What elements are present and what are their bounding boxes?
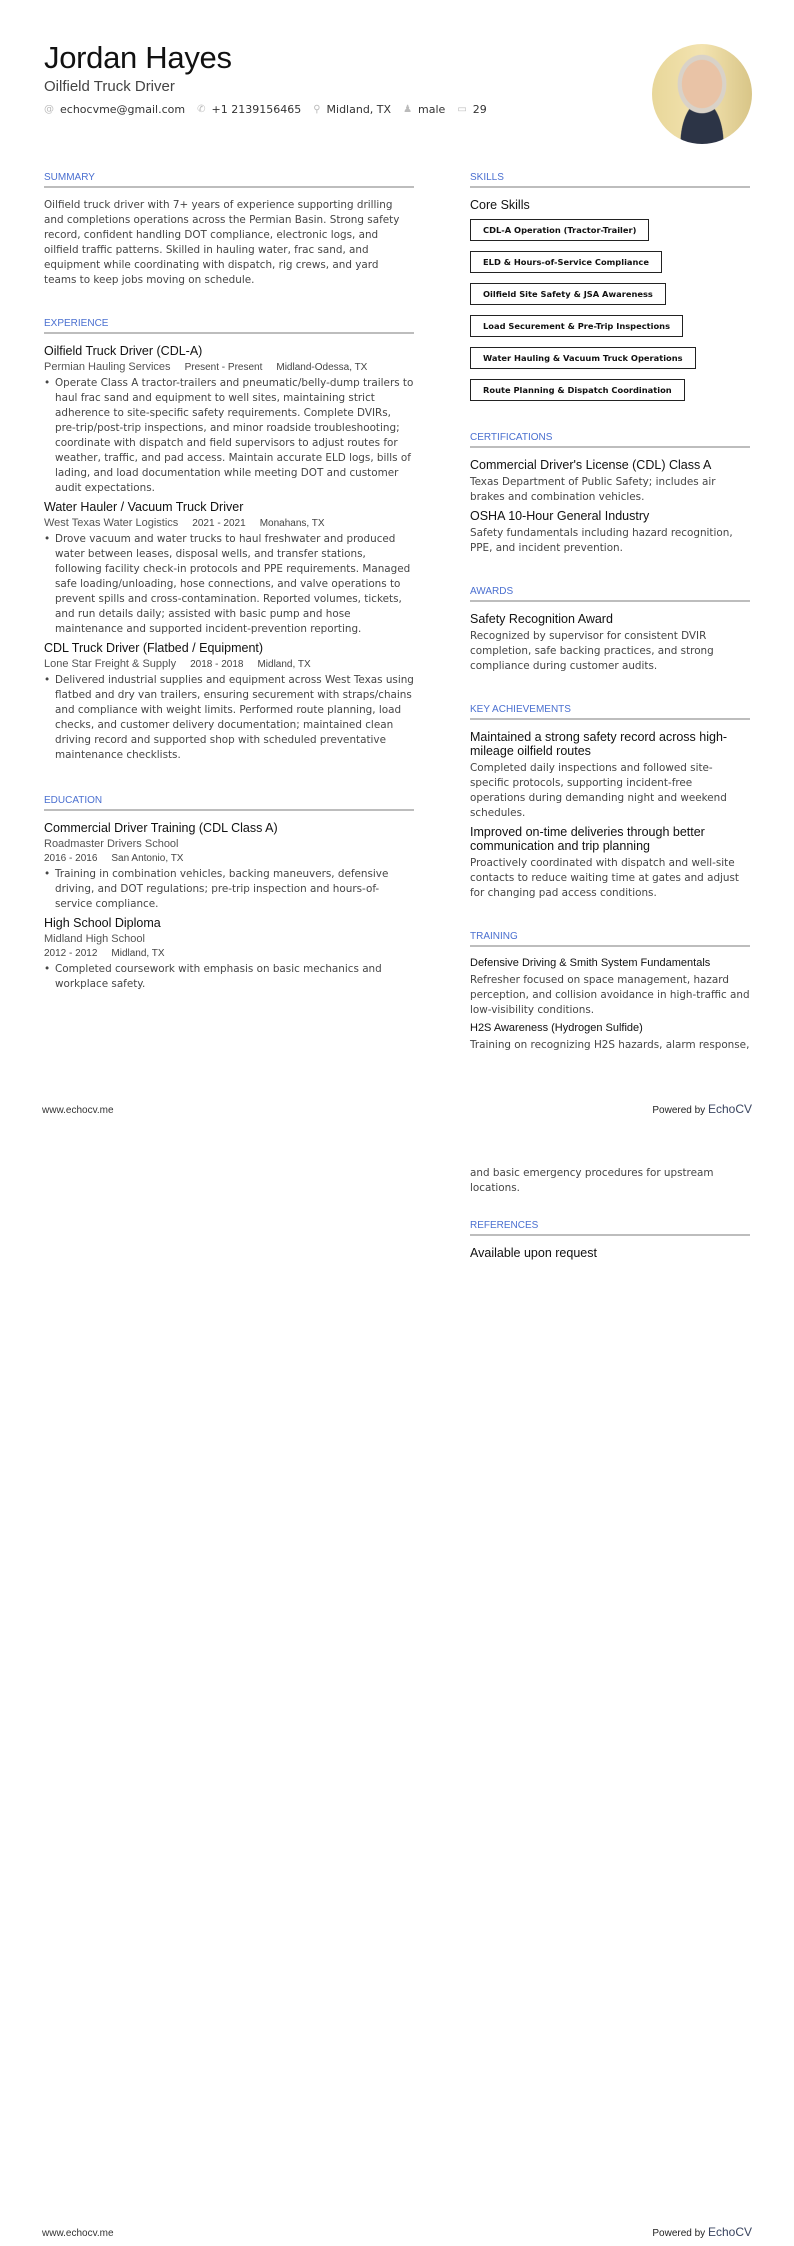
experience-item bbox=[44, 344, 414, 496]
award-text: Recognized by supervisor for consistent DVIR completion, safe backing practices, and strong compliance during customer audits. bbox=[470, 630, 714, 672]
company: Permian Hauling Services bbox=[44, 361, 171, 373]
company: West Texas Water Logistics bbox=[44, 517, 179, 529]
skill-chip: Load Securement & Pre-Trip Inspections bbox=[470, 315, 683, 337]
dates: 2021 - 2021 bbox=[192, 518, 246, 529]
certifications-section bbox=[470, 432, 750, 556]
cert-text: Safety fundamentals including hazard recognition, PPE, and incident prevention. bbox=[470, 527, 733, 554]
education-item bbox=[44, 916, 414, 992]
awards-section bbox=[470, 586, 750, 674]
brand-logo: EchoCV bbox=[707, 2225, 752, 2239]
section-heading: EXPERIENCE bbox=[44, 318, 414, 334]
training-text: Training on recognizing H2S hazards, alarm response, bbox=[470, 1039, 750, 1051]
bullet: • Operate Class A tractor-trailers and pneumatic/belly-dump trailers to haul frac sand and equipment to well sites, maintaining strict adherence to site-specific safety requirements. Complete DVIRs, pre-trip/post-trip inspections, and minor roadside troubleshooting; coordinate with dispatch and field supervisors to adjust routes for weather, traffic, and pad access. Maintain accurate ELD logs, bills of lading, and load documentation while meeting DOT and customer audit expectations. bbox=[44, 376, 414, 496]
achievement-text: Proactively coordinated with dispatch and well-site contacts to reduce waiting time at gates and adjust for changing pad access conditions. bbox=[470, 857, 739, 899]
job-title: CDL Truck Driver (Flatbed / Equipment) bbox=[44, 641, 264, 655]
footer-site-link[interactable]: www.echocv.me bbox=[42, 1105, 114, 1116]
training-text-continued: and basic emergency procedures for upstream locations. bbox=[470, 1167, 714, 1194]
dates: 2016 - 2016 bbox=[44, 853, 98, 864]
training-title: Defensive Driving & Smith System Fundamentals bbox=[470, 957, 711, 969]
experience-item bbox=[44, 500, 414, 637]
candidate-name: Jordan Hayes bbox=[44, 40, 232, 75]
gender: male bbox=[418, 103, 446, 116]
footer-powered-by[interactable] bbox=[640, 2225, 752, 2239]
degree: Commercial Driver Training (CDL Class A) bbox=[44, 821, 278, 835]
location: Midland, TX bbox=[111, 948, 165, 959]
location: Midland, TX bbox=[257, 659, 311, 670]
section-heading: SKILLS bbox=[470, 172, 750, 188]
skill-chip: CDL-A Operation (Tractor-Trailer) bbox=[470, 219, 649, 241]
references-section bbox=[470, 1220, 750, 1260]
company: Lone Star Freight & Supply bbox=[44, 658, 177, 670]
dates: Present - Present bbox=[184, 362, 263, 373]
person-icon: ♟ bbox=[403, 104, 413, 115]
candidate-title: Oilfield Truck Driver bbox=[44, 78, 175, 95]
cert-title: OSHA 10-Hour General Industry bbox=[470, 509, 650, 523]
age: 29 bbox=[472, 103, 487, 116]
summary-section bbox=[44, 172, 414, 288]
education-section bbox=[44, 795, 414, 992]
left-column bbox=[44, 172, 414, 996]
skill-group-title: Core Skills bbox=[470, 198, 530, 212]
right-column bbox=[470, 172, 750, 1053]
summary-text: Oilfield truck driver with 7+ years of experience supporting drilling and completions operations across the Permian Basin. Strong safety record, confident handling DOT compliance, electronic logs, and oilfield traffic patterns. Skilled in hauling water, frac sand, and equipment while coordinating with dispatch, rig crews, and yard teams to keep jobs moving on schedule. bbox=[44, 199, 400, 286]
achievement-title: Improved on-time deliveries through better communication and trip planning bbox=[470, 825, 705, 853]
section-heading: REFERENCES bbox=[470, 1220, 750, 1236]
powered-label: Powered by bbox=[652, 2228, 706, 2239]
brand-logo: EchoCV bbox=[707, 1102, 752, 1116]
training-section bbox=[470, 931, 750, 1053]
skill-chip: Route Planning & Dispatch Coordination bbox=[470, 379, 685, 401]
right-column-page-2 bbox=[470, 1166, 750, 1263]
location: San Antonio, TX bbox=[111, 853, 184, 864]
at-icon: @ bbox=[44, 104, 54, 115]
profile-photo bbox=[652, 44, 752, 144]
experience-item bbox=[44, 641, 414, 763]
email[interactable]: echocvme@gmail.com bbox=[60, 103, 186, 116]
skill-chip: Oilfield Site Safety & JSA Awareness bbox=[470, 283, 666, 305]
section-heading: EDUCATION bbox=[44, 795, 414, 811]
degree: High School Diploma bbox=[44, 916, 161, 930]
bullet: • Training in combination vehicles, backing maneuvers, defensive driving, and DOT regulations; pre-trip inspection and hours-of-service compliance. bbox=[44, 867, 414, 912]
footer-site-link[interactable]: www.echocv.me bbox=[42, 2228, 114, 2239]
dates: 2012 - 2012 bbox=[44, 948, 98, 959]
experience-section bbox=[44, 318, 414, 763]
bullet: • Drove vacuum and water trucks to haul freshwater and produced water between leases, disposal wells, and transfer stations, following facility check-in protocols and PPE requirements. Managed safe loading/unloading, hose connections, and valve operations to prevent spills and cross-contamination. Reported volumes, tickets, and run details daily; assisted with basic pump and hose maintenance and supported incident-prevention reporting. bbox=[44, 532, 414, 637]
section-heading: AWARDS bbox=[470, 586, 750, 602]
footer-powered-by[interactable] bbox=[640, 1102, 752, 1116]
achievement-title: Maintained a strong safety record across high-mileage oilfield routes bbox=[470, 730, 728, 758]
calendar-icon: ▭ bbox=[457, 104, 467, 115]
training-title: H2S Awareness (Hydrogen Sulfide) bbox=[470, 1022, 643, 1034]
school: Roadmaster Drivers School bbox=[44, 838, 179, 850]
skills-section bbox=[470, 172, 750, 410]
job-title: Water Hauler / Vacuum Truck Driver bbox=[44, 500, 244, 514]
references-text: Available upon request bbox=[470, 1246, 597, 1260]
skill-chip: ELD & Hours-of-Service Compliance bbox=[470, 251, 662, 273]
phone[interactable]: +1 2139156465 bbox=[211, 103, 302, 116]
achievement-text: Completed daily inspections and followed site-specific protocols, supporting incident-free operations during demanding night and weekend schedules. bbox=[470, 762, 727, 819]
cert-text: Texas Department of Public Safety; includes air brakes and combination vehicles. bbox=[470, 476, 716, 503]
cert-title: Commercial Driver's License (CDL) Class A bbox=[470, 458, 712, 472]
section-heading: SUMMARY bbox=[44, 172, 414, 188]
location: Midland-Odessa, TX bbox=[276, 362, 368, 373]
contact-row bbox=[44, 103, 499, 116]
powered-label: Powered by bbox=[652, 1105, 706, 1116]
dates: 2018 - 2018 bbox=[190, 659, 244, 670]
location-icon: ⚲ bbox=[313, 104, 321, 115]
bullet: • Delivered industrial supplies and equipment across West Texas using flatbed and dry van trailers, ensuring securement with straps/chains and compliance with weight limits. Performed route planning, load checks, and customer delivery documentation; maintained clean driving record and supported shop with scheduled preventative maintenance checklists. bbox=[44, 673, 414, 763]
training-text: Refresher focused on space management, hazard perception, and collision avoidance in high-traffic and low-visibility conditions. bbox=[470, 974, 750, 1016]
bullet: • Completed coursework with emphasis on basic mechanics and workplace safety. bbox=[44, 962, 414, 992]
section-heading: KEY ACHIEVEMENTS bbox=[470, 704, 750, 720]
achievements-section bbox=[470, 704, 750, 901]
skill-chip: Water Hauling & Vacuum Truck Operations bbox=[470, 347, 696, 369]
job-title: Oilfield Truck Driver (CDL-A) bbox=[44, 344, 203, 358]
school: Midland High School bbox=[44, 933, 145, 945]
section-heading: TRAINING bbox=[470, 931, 750, 947]
location: Monahans, TX bbox=[259, 518, 325, 529]
section-heading: CERTIFICATIONS bbox=[470, 432, 750, 448]
location: Midland, TX bbox=[326, 103, 392, 116]
education-item bbox=[44, 821, 414, 912]
award-title: Safety Recognition Award bbox=[470, 612, 613, 626]
phone-icon: ✆ bbox=[197, 104, 206, 115]
